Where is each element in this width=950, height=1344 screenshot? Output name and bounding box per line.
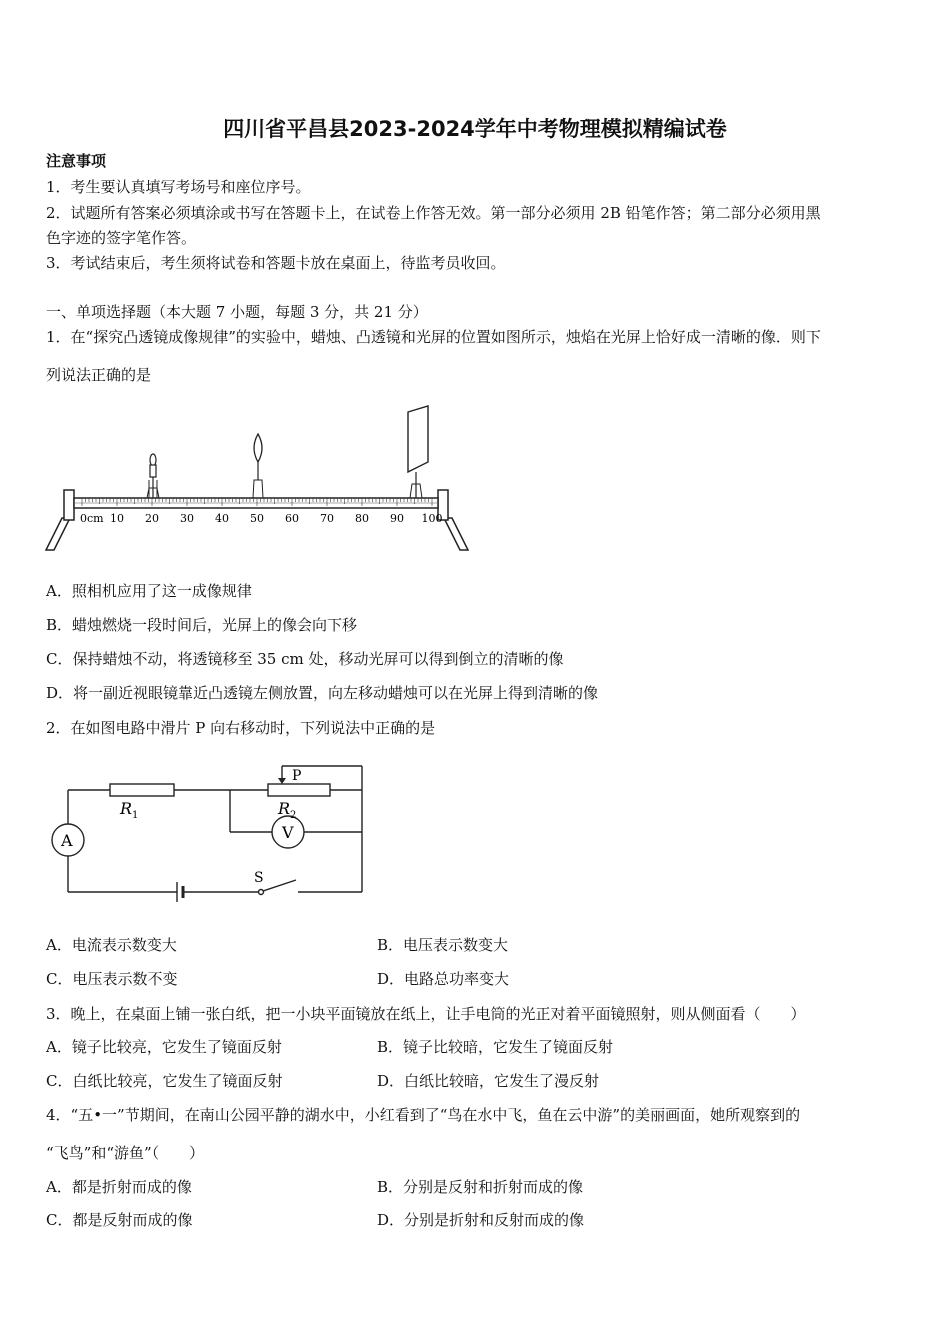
q4-option-d: D．分别是折射和反射而成的像 [377,1211,585,1229]
q1-stem-line2: 列说法正确的是 [46,366,152,384]
q1-option-d: D．将一副近视眼镜靠近凸透镜左侧放置，向左移动蜡烛可以在光屏上得到清晰的像 [46,684,599,702]
label-r1-sub: 1 [132,810,139,821]
scale-labels [80,512,443,525]
circuit-figure [40,760,380,910]
scale-label: 100 [421,512,443,525]
scale-label: 60 [285,512,299,525]
section-heading: 一、单项选择题（本大题 7 小题，每题 3 分，共 21 分） [46,303,428,321]
q4-option-a: A．都是折射而成的像 [46,1178,192,1196]
q1-stem-line1: 1．在“探究凸透镜成像规律”的实验中，蜡烛、凸透镜和光屏的位置如图所示，烛焰在光屏上恰好成一清晰的像．则下 [46,328,821,346]
q3-option-b: B．镜子比较暗，它发生了镜面反射 [377,1038,614,1056]
candle [147,454,159,498]
q3-option-c: C．白纸比较亮，它发生了镜面反射 [46,1072,283,1090]
bench-post-left [64,490,74,520]
notice-item: 色字迹的签字笔作答。 [46,229,197,247]
slider-arrow [278,778,286,784]
q2-option-b: B．电压表示数变大 [377,936,509,954]
q2-option-c: C．电压表示数不变 [46,970,178,988]
notice-item: 2．试题所有答案必须填涂或书写在答题卡上，在试卷上作答无效。第一部分必须用 2B 铅笔作答；第二部分必须用黑 [46,204,821,222]
scale-label: 70 [320,512,334,525]
label-a: A [61,831,73,850]
label-r2-sub: 2 [290,810,297,821]
bench-leg-right [444,518,468,550]
q3-option-d: D．白纸比较暗，它发生了漫反射 [377,1072,600,1090]
q2-option-a: A．电流表示数变大 [46,936,177,954]
q2-option-d: D．电路总功率变大 [377,970,510,988]
notice-item: 3．考试结束后，考生须将试卷和答题卡放在桌面上，待监考员收回。 [46,254,506,272]
q4-stem-line2: “飞鸟”和“游鱼”（ ） [46,1144,205,1162]
convex-lens [253,434,263,498]
resistor-r2 [268,784,330,796]
bench-leg-left [46,518,70,550]
resistor-r1 [110,784,174,796]
notice-heading: 注意事项 [46,152,107,170]
scale-label: 80 [355,512,369,525]
q2-stem: 2．在如图电路中滑片 P 向右移动时，下列说法中正确的是 [46,719,436,737]
label-s: S [254,870,264,886]
switch-s [263,880,296,891]
q1-option-b: B．蜡烛燃烧一段时间后，光屏上的像会向下移 [46,616,358,634]
page-title: 四川省平昌县2023-2024学年中考物理模拟精编试卷 [223,117,727,141]
q1-option-a: A．照相机应用了这一成像规律 [46,582,252,600]
q3-stem: 3．晚上，在桌面上铺一张白纸，把一小块平面镜放在纸上，让手电筒的光正对着平面镜照射，则从侧面看（ ） [46,1005,806,1023]
scale-label: 20 [145,512,159,525]
q4-option-b: B．分别是反射和折射而成的像 [377,1178,584,1196]
q4-stem-line1: 4．“五•一”节期间，在南山公园平静的湖水中，小红看到了“鸟在水中飞，鱼在云中游”的美丽画面，她所观察到的 [46,1106,801,1124]
optical-bench-figure [40,400,480,560]
light-screen [408,406,428,498]
notice-item: 1．考生要认真填写考场号和座位序号。 [46,178,311,196]
scale-label: 50 [250,512,264,525]
label-v: V [282,823,294,842]
q1-option-c: C．保持蜡烛不动，将透镜移至 35 cm 处，移动光屏可以得到倒立的清晰的像 [46,650,564,668]
scale-label: 30 [180,512,194,525]
label-r2: R [278,799,291,818]
label-r1: R [120,799,133,818]
q4-option-c: C．都是反射而成的像 [46,1211,193,1229]
q3-option-a: A．镜子比较亮，它发生了镜面反射 [46,1038,282,1056]
scale-label: 0cm [80,512,104,525]
scale-label: 10 [110,512,124,525]
scale-label: 90 [390,512,404,525]
label-p: P [292,768,302,784]
scale-label: 40 [215,512,229,525]
